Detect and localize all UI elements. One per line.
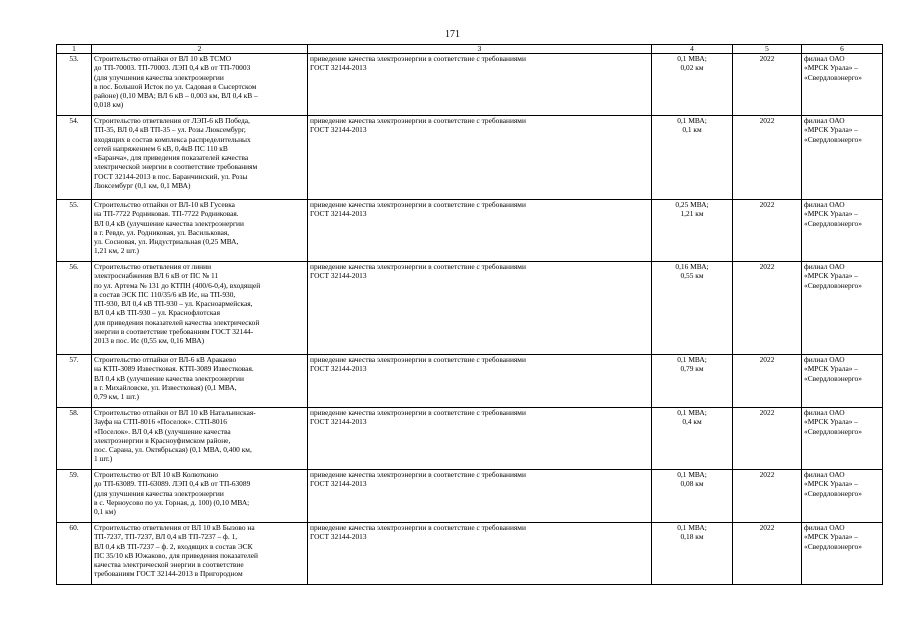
purpose-line: приведение качества электроэнергии в соответствие с требованиями xyxy=(310,470,526,479)
year-cell: 2022 xyxy=(733,200,802,262)
purpose-line: ГОСТ 32144-2013 xyxy=(310,364,367,374)
project-name-line: 2013 в пос. Ис (0,55 км, 0,16 МВА) xyxy=(94,336,205,346)
project-name-line: энергии в соответствие требованиям ГОСТ 32144- xyxy=(94,327,254,337)
capacity-line: 0,1 МВА; xyxy=(677,523,707,532)
table-row xyxy=(57,355,883,408)
project-name-line: до ТП-70003. ТП-70003. ЛЭП 0,4 кВ от ТП-70003 xyxy=(94,63,251,73)
purpose-line: ГОСТ 32144-2013 xyxy=(310,125,367,135)
project-name-line: 0,1 км) xyxy=(94,507,116,517)
project-name-line: Строительство отпайки от ВЛ 10 кВ ТСМО xyxy=(94,54,232,63)
project-name-cell xyxy=(92,408,308,470)
year-cell: 2022 xyxy=(733,523,802,585)
table-header-row xyxy=(57,45,883,54)
project-name-cell xyxy=(92,355,308,408)
branch-line: «МРСК Урала» – xyxy=(804,417,859,427)
project-name-line: пос. Сарана, ул. Октябрьская) (0,1 МВА, 0,400 км, xyxy=(94,445,252,455)
project-name-cell xyxy=(92,200,308,262)
project-name-line: «Поселок». ВЛ 0,4 кВ (улучшение качества xyxy=(94,426,231,436)
project-name-line: районе) (0,10 МВА; ВЛ 6 кВ – 0,003 км, ВЛ 0,4 кВ – xyxy=(94,91,258,101)
branch-line: филиал ОАО xyxy=(804,262,845,271)
branch-line: филиал ОАО xyxy=(804,355,845,364)
capacity-cell xyxy=(652,116,733,200)
table-row xyxy=(57,262,883,355)
branch-line: «Свердловэнерго» xyxy=(804,488,862,498)
project-name-line: на КТП-3089 Известковая. КТП-3089 Известковая. xyxy=(94,364,254,374)
project-name-line: ГОСТ 32144-2013 в пос. Баранчинский, ул. Розы xyxy=(94,171,248,181)
purpose-line: приведение качества электроэнергии в соответствие с требованиями xyxy=(310,54,526,63)
purpose-line: ГОСТ 32144-2013 xyxy=(310,479,367,489)
branch-line: филиал ОАО xyxy=(804,470,845,479)
project-name-line: (для улучшения качества электроэнергии xyxy=(94,72,224,82)
project-name-line: ПС 35/10 кВ Южаково, для приведения показателей xyxy=(94,550,258,560)
branch-line: «МРСК Урала» – xyxy=(804,209,859,219)
branch-line: филиал ОАО xyxy=(804,523,845,532)
column-header: 3 xyxy=(308,45,652,54)
branch-cell xyxy=(802,116,883,200)
capacity-cell xyxy=(652,54,733,116)
capacity-line: 0,1 МВА; xyxy=(677,116,707,125)
purpose-line: приведение качества электроэнергии в соответствие с требованиями xyxy=(310,355,526,364)
purpose-line: приведение качества электроэнергии в соответствие с требованиями xyxy=(310,200,526,209)
project-name-line: Люксембург (0,1 км, 0,1 МВА) xyxy=(94,181,191,191)
branch-line: филиал ОАО xyxy=(804,408,845,417)
project-name-line: ТП-35, ВЛ 0,4 кВ ТП-35 – ул. Розы Люксембург, xyxy=(94,125,246,135)
capacity-line: 0,1 км xyxy=(682,125,702,135)
project-name-line: ВЛ 0,4 кВ ТП-7237 – ф. 2, входящих в состав ЭСК xyxy=(94,541,253,551)
project-name-line: электроснабжения ВЛ 6 кВ от ПС № 11 xyxy=(94,271,219,281)
table-row xyxy=(57,408,883,470)
project-name-cell xyxy=(92,116,308,200)
page-number: 171 xyxy=(445,29,460,40)
branch-line: «МРСК Урала» – xyxy=(804,125,859,135)
branch-cell xyxy=(802,355,883,408)
project-name-line: в с. Черноусово по ул. Горная, д. 100) (0,10 МВА; xyxy=(94,497,250,507)
capacity-line: 0,55 км xyxy=(680,271,704,281)
project-name-line: электрической энергии в соответствие требованиям xyxy=(94,162,258,172)
project-name-line: ВЛ 0,4 кВ ТП-930 – ул. Краснофлотская xyxy=(94,308,220,318)
project-name-cell xyxy=(92,54,308,116)
row-number-cell: 54. xyxy=(57,116,92,200)
project-name-line: (для улучшения качества электроэнергии xyxy=(94,488,224,498)
branch-line: «Свердловэнерго» xyxy=(804,541,862,551)
branch-cell xyxy=(802,200,883,262)
year-cell: 2022 xyxy=(733,262,802,355)
purpose-cell xyxy=(308,262,652,355)
table-row xyxy=(57,116,883,200)
purpose-line: ГОСТ 32144-2013 xyxy=(310,417,367,427)
project-name-line: Зауфа на СТП-8016 «Поселок». СТП-8016 xyxy=(94,417,227,427)
column-header: 4 xyxy=(652,45,733,54)
branch-line: «Свердловэнерго» xyxy=(804,280,862,290)
project-name-line: Строительство ответвления от линии xyxy=(94,262,212,271)
capacity-line: 0,1 МВА; xyxy=(677,355,707,364)
project-name-line: Строительство ответвления от ЛЭП-6 кВ Победа, xyxy=(94,116,250,125)
purpose-cell xyxy=(308,116,652,200)
purpose-line: ГОСТ 32144-2013 xyxy=(310,209,367,219)
project-name-line: на ТП-7722 Родниковая. ТП-7722 Родниковая. xyxy=(94,209,239,219)
projects-table xyxy=(56,44,883,585)
purpose-cell xyxy=(308,470,652,523)
purpose-cell xyxy=(308,523,652,585)
project-name-line: в состав ЭСК ПС 110/35/6 кВ Ис, на ТП-930, xyxy=(94,289,236,299)
capacity-line: 0,16 МВА; xyxy=(675,262,709,271)
branch-line: «МРСК Урала» – xyxy=(804,479,859,489)
branch-line: филиал ОАО xyxy=(804,116,845,125)
capacity-line: 0,25 МВА; xyxy=(675,200,709,209)
project-name-line: 1 шт.) xyxy=(94,454,113,464)
column-header: 2 xyxy=(92,45,308,54)
project-name-cell xyxy=(92,470,308,523)
year-cell: 2022 xyxy=(733,116,802,200)
project-name-line: Строительство отпайки от ВЛ 10 кВ Натальинская- xyxy=(94,408,256,417)
year-cell: 2022 xyxy=(733,470,802,523)
capacity-cell xyxy=(652,408,733,470)
project-name-line: требованиям ГОСТ 32144-2013 в Пригородном xyxy=(94,569,243,579)
branch-line: филиал ОАО xyxy=(804,54,845,63)
purpose-line: приведение качества электроэнергии в соответствие с требованиями xyxy=(310,408,526,417)
column-header: 5 xyxy=(733,45,802,54)
project-name-line: Строительство отпайки от ВЛ-6 кВ Аракаево xyxy=(94,355,237,364)
capacity-line: 0,4 км xyxy=(682,417,702,427)
purpose-cell xyxy=(308,355,652,408)
project-name-line: в г. Михайловске, ул. Известковая) (0,1 МВА, xyxy=(94,382,237,392)
project-name-line: в пос. Большой Исток по ул. Садовая в Сысертском xyxy=(94,81,257,91)
year-cell: 2022 xyxy=(733,408,802,470)
project-name-cell xyxy=(92,262,308,355)
capacity-line: 0,02 км xyxy=(680,63,704,73)
row-number-cell: 57. xyxy=(57,355,92,408)
purpose-line: приведение качества электроэнергии в соответствие с требованиями xyxy=(310,116,526,125)
branch-cell xyxy=(802,54,883,116)
row-number-cell: 53. xyxy=(57,54,92,116)
column-header: 1 xyxy=(57,45,92,54)
capacity-line: 0,1 МВА; xyxy=(677,54,707,63)
project-name-line: 0,018 км) xyxy=(94,100,124,110)
project-name-line: «Баранча», для приведения показателей качества xyxy=(94,153,249,163)
project-name-line: 1,21 км, 2 шт.) xyxy=(94,246,139,256)
purpose-line: ГОСТ 32144-2013 xyxy=(310,532,367,542)
branch-line: «МРСК Урала» – xyxy=(804,271,859,281)
capacity-cell xyxy=(652,523,733,585)
purpose-line: ГОСТ 32144-2013 xyxy=(310,271,367,281)
table-row xyxy=(57,54,883,116)
table-row xyxy=(57,200,883,262)
capacity-cell xyxy=(652,200,733,262)
branch-cell xyxy=(802,523,883,585)
branch-line: «Свердловэнерго» xyxy=(804,218,862,228)
year-cell: 2022 xyxy=(733,355,802,408)
purpose-line: приведение качества электроэнергии в соответствие с требованиями xyxy=(310,262,526,271)
branch-line: «Свердловэнерго» xyxy=(804,373,862,383)
branch-cell xyxy=(802,470,883,523)
purpose-line: ГОСТ 32144-2013 xyxy=(310,63,367,73)
project-name-line: ТП-930, ВЛ 0,4 кВ ТП-930 – ул. Красноармейская, xyxy=(94,299,253,309)
capacity-cell xyxy=(652,262,733,355)
row-number-cell: 56. xyxy=(57,262,92,355)
project-name-line: в г. Ревде, ул. Родниковая, ул. Васильковая, xyxy=(94,227,230,237)
branch-line: «МРСК Урала» – xyxy=(804,364,859,374)
table-row xyxy=(57,470,883,523)
project-name-line: Строительство отпайки от ВЛ-10 кВ Гусевка xyxy=(94,200,235,209)
capacity-line: 0,08 км xyxy=(680,479,704,489)
branch-cell xyxy=(802,262,883,355)
capacity-cell xyxy=(652,355,733,408)
capacity-cell xyxy=(652,470,733,523)
row-number-cell: 58. xyxy=(57,408,92,470)
capacity-line: 0,1 МВА; xyxy=(677,470,707,479)
branch-line: «МРСК Урала» – xyxy=(804,532,859,542)
project-name-line: 0,79 км, 1 шт.) xyxy=(94,392,139,402)
purpose-cell xyxy=(308,54,652,116)
branch-cell xyxy=(802,408,883,470)
project-name-line: для приведения показателей качества электрической xyxy=(94,317,260,327)
row-number-cell: 55. xyxy=(57,200,92,262)
project-name-line: сетей напряжением 6 кВ, 0,4кВ ПС 110 кВ xyxy=(94,143,228,153)
branch-line: «Свердловэнерго» xyxy=(804,426,862,436)
branch-line: «Свердловэнерго» xyxy=(804,134,862,144)
project-name-cell xyxy=(92,523,308,585)
project-name-line: электроэнергии в Красноуфимском районе, xyxy=(94,435,231,445)
project-name-line: Строительство от ВЛ 10 кВ Колюткино xyxy=(94,470,219,479)
year-cell: 2022 xyxy=(733,54,802,116)
branch-line: «Свердловэнерго» xyxy=(804,72,862,82)
purpose-cell xyxy=(308,408,652,470)
capacity-line: 0,18 км xyxy=(680,532,704,542)
project-name-line: входящих в состав комплекса распределительных xyxy=(94,134,251,144)
project-name-line: по ул. Артема № 131 до КТПН (400/6-0,4), входящей xyxy=(94,280,261,290)
project-name-line: Строительство ответвления от ВЛ 10 кВ Бызово на xyxy=(94,523,255,532)
capacity-line: 1,21 км xyxy=(680,209,704,219)
row-number-cell: 59. xyxy=(57,470,92,523)
branch-line: «МРСК Урала» – xyxy=(804,63,859,73)
project-name-line: ул. Сосновая, ул. Индустриальная (0,25 МВА, xyxy=(94,237,239,247)
capacity-line: 0,1 МВА; xyxy=(677,408,707,417)
project-name-line: до ТП-63089. ТП-63089. ЛЭП 0,4 кВ от ТП-63089 xyxy=(94,479,251,489)
project-name-line: ВЛ 0,4 кВ (улучшение качества электроэнергии xyxy=(94,218,244,228)
purpose-cell xyxy=(308,200,652,262)
project-name-line: качества электрической энергии в соответствие xyxy=(94,560,244,570)
table-row xyxy=(57,523,883,585)
row-number-cell: 60. xyxy=(57,523,92,585)
capacity-line: 0,79 км xyxy=(680,364,704,374)
column-header: 6 xyxy=(802,45,883,54)
project-name-line: ВЛ 0,4 кВ (улучшение качества электроэнергии xyxy=(94,373,244,383)
purpose-line: приведение качества электроэнергии в соответствие с требованиями xyxy=(310,523,526,532)
project-name-line: ТП-7237, ТП-7237, ВЛ 0,4 кВ ТП-7237 – ф. 1, xyxy=(94,532,238,542)
branch-line: филиал ОАО xyxy=(804,200,845,209)
